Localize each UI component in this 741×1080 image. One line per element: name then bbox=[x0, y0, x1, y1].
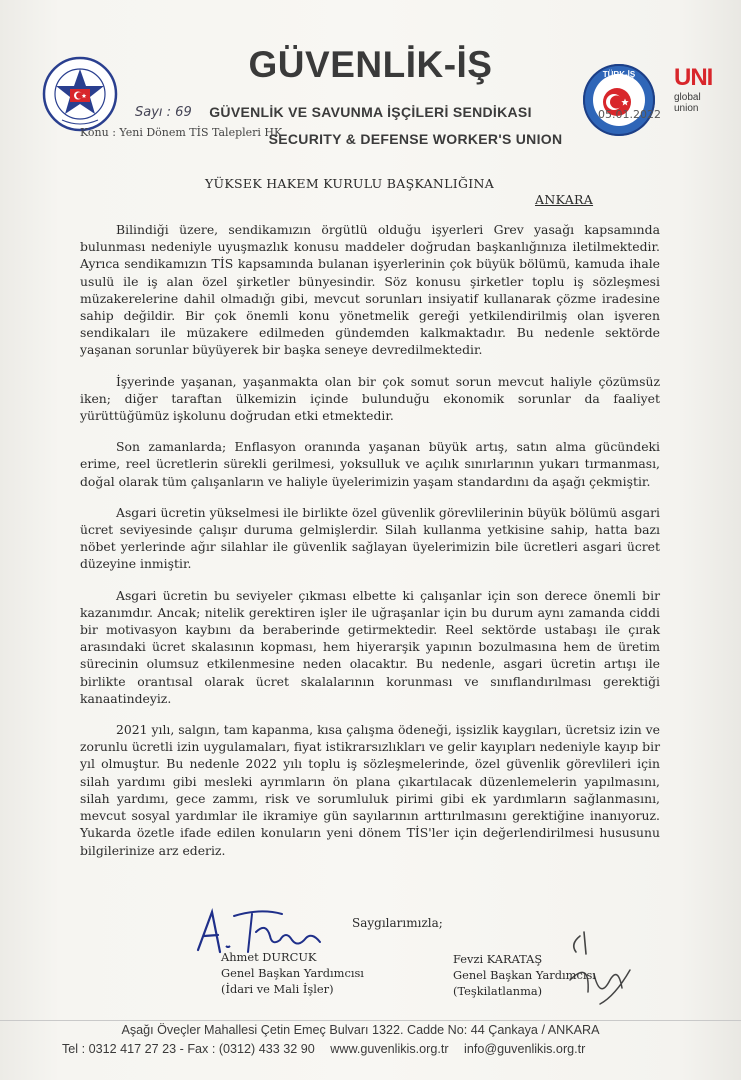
signatory-left-dept: (İdari ve Mali İşler) bbox=[221, 982, 334, 996]
union-subtitle-tr: GÜVENLİK VE SAVUNMA İŞÇİLERİ SENDİKASI bbox=[209, 104, 532, 120]
addressee-city: ANKARA bbox=[535, 192, 594, 207]
addressee: YÜKSEK HAKEM KURULU BAŞKANLIĞINA bbox=[205, 176, 495, 191]
signatory-right-block bbox=[453, 951, 596, 999]
signatory-right-title: Genel Başkan Yardımcısı bbox=[453, 968, 596, 982]
uni-logo-text: UNI bbox=[674, 64, 713, 91]
footer-divider bbox=[0, 1020, 741, 1021]
document-date: 05.01.2022 bbox=[598, 108, 661, 121]
footer-address: Aşağı Öveçler Mahallesi Çetin Emeç Bulvarı 1322. Cadde No: 44 Çankaya / ANKARA bbox=[121, 1023, 600, 1037]
footer-website: www.guvenlikis.org.tr bbox=[330, 1042, 449, 1056]
signatory-left-block bbox=[221, 949, 364, 997]
letter-body bbox=[80, 221, 660, 873]
uni-logo-sub1: global bbox=[674, 92, 701, 103]
footer-phone: Tel : 0312 417 27 23 - Fax : (0312) 433 32 90 bbox=[62, 1042, 315, 1056]
paragraph-4: Asgari ücretin yükselmesi ile birlikte özel güvenlik görevlilerinin büyük bölümü asgari ücret seviyesinde çalışır duruma gelmişlerdir. Silah kullanma yetkisine sahip, hatta bazı nöbet yerlerinde ağır silahlar ile güvenlik sağlayan üyelerimizin bile ücretleri asgari ücret düzeyine inmiştir. bbox=[80, 504, 660, 572]
document-number: Sayı : 69 bbox=[135, 105, 192, 120]
paragraph-2: İşyerinde yaşanan, yaşanmakta olan bir çok somut sorun mevcut haliyle çözümsüz iken; diğer taraftan ülkemizin içinde bulunduğu ekonomik sorunlar da faaliyet yürüttüğümüz işkolunu doğrudan etki etmektedir. bbox=[80, 373, 660, 424]
paragraph-3: Son zamanlarda; Enflasyon oranında yaşanan büyük artış, satın alma gücündeki erime, reel ücretlerin sürekli gerilmesi, yoksulluk ve açılık sınırlarının yukarı tırmanması, doğal olarak tüm çalışanların ve haliyle üyelerimizin yaşam standardını da aşağı çekmiştir. bbox=[80, 439, 660, 489]
document-subject: Konu : Yeni Dönem TİS Talepleri HK. bbox=[80, 126, 286, 139]
footer-contact bbox=[62, 1042, 597, 1056]
signatory-left-title: Genel Başkan Yardımcısı bbox=[221, 966, 364, 980]
uni-logo-sub2: union bbox=[674, 103, 699, 114]
signatory-right-dept: (Teşkilatlanma) bbox=[453, 984, 543, 998]
closing-salutation: Saygılarımızla; bbox=[352, 916, 443, 930]
union-subtitle-en: SECURITY & DEFENSE WORKER'S UNION bbox=[268, 131, 563, 147]
signatory-right-name: Fevzi KARATAŞ bbox=[453, 952, 543, 966]
paragraph-1: Bilindiği üzere, sendikamızın örgütlü olduğu işyerleri Grev yasağı kapsamında bulunması nedeniyle uyuşmazlık konusu maddeler doğrudan başkanlığınıza iletilmektedir. Ayrıca sendikamızın TİS kapsamında bulanan işyerlerinin çok büyük bölümü, kamuda ihale usulü ile iş alan özel şirketler bünyesindir. Söz konusu şirketler toplu iş sözleşmesi müzakerelerine dahil olmadığı gibi, mevcut sorunları insiyatif kullanarak çözme iradesine sahip değildir. Bir çok önemli konu yönetmelik gereği yetkilendirilmiş olan işveren sendikaları ile müzakere edilmeden gündemden kalkmaktadır. Bu nedenle sektörde yaşanan sorunlar büyüyerek bir başka seneye devredilmektedir. bbox=[80, 222, 660, 358]
paragraph-6: 2021 yılı, salgın, tam kapanma, kısa çalışma ödeneği, işsizlik kaygıları, ücretsiz izin ve zorunlu ücretli izin uygulamaları, fiyat istikrarsızlıkları ve gelir kayıpları nedeniyle kayıp bir yıl olmuştur. Bu nedenle 2022 yılı toplu iş sözleşmelerinde, özel güvenlik görevlileri için silah yardımı gibi mesleki ayrımların ön plana çıkartılacak düzenlemelerin yapılmasını, silah yardımı, gece zammı, risk ve sorumluluk pirimi gibi ek yardımların sağlanmasını, mevcut sosyal yardımlar ile ikramiye gün sayılarının arttırılmasını gerektiğine inanıyoruz. Yukarda özetle ifade edilen konuların yeni dönem TİS'ler için değerlendirilmesi hususunu bilgilerinize arz ederiz. bbox=[80, 722, 660, 858]
turk-is-logo-text: TÜRK-İŞ bbox=[602, 70, 636, 79]
footer-email: info@guvenlikis.org.tr bbox=[464, 1042, 586, 1056]
uni-global-union-logo bbox=[674, 64, 722, 134]
paragraph-5: Asgari ücretin bu seviyeler çıkması elbette ki çalışanlar için son derece önemli bir kazanımdır. Ancak; nitelik gerektiren işler ile uğraşanlar için bu durum aynı zamanda ciddi bir motivasyon kaybını da beraberinde getirmektedir. Reel sektörde ustabaşı ile çırak arasındaki ücret skalasının kopması, hem hiyerarşik yapının bozulmasına hem de üretim sürecinin olumsuz etkilenmesine neden olacaktır. Bu nedenle, asgari ücretin artışı ile birlikte orantısal olarak ücret skalalarının korunması ve sınıflandırılması gerektiği kanaatindeyiz. bbox=[80, 587, 660, 706]
signatory-left-name: Ahmet DURCUK bbox=[221, 950, 317, 964]
union-title: GÜVENLİK-İŞ bbox=[248, 44, 493, 85]
